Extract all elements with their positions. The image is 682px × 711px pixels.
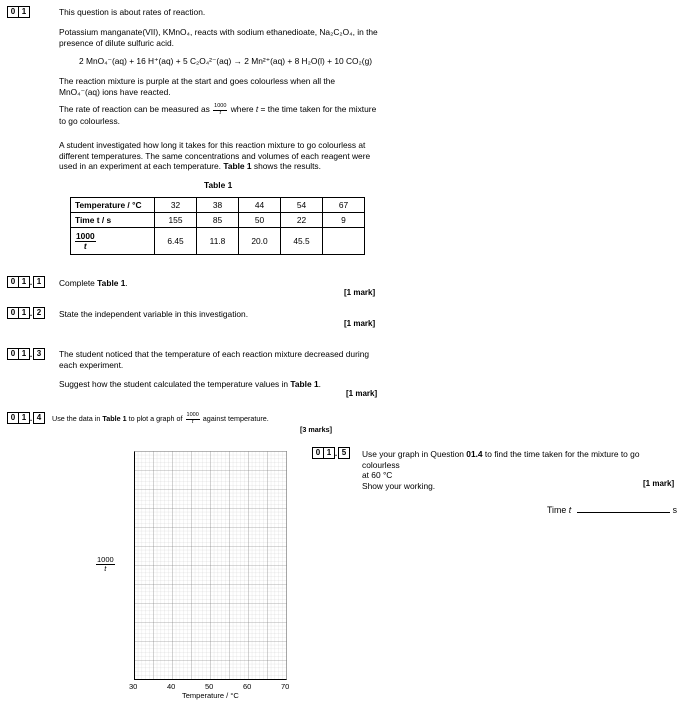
question-number-01-4: 0 1 . 4 (7, 412, 44, 423)
q015-line1-a: Use your graph in Question (362, 449, 464, 459)
q011-text-c: . (125, 278, 128, 288)
x-tick-label: 40 (167, 682, 176, 691)
rate-text-line2: to go colourless. (59, 116, 120, 126)
q01-para2-line2: MnO₄⁻(aq) ions have reacted. (59, 86, 171, 97)
table1-cell: 32 (155, 198, 197, 213)
q015-answer-input[interactable] (577, 504, 670, 513)
table1 (70, 197, 365, 255)
q013-table-ref: Table 1 (290, 379, 319, 389)
x-tick-label: 60 (243, 682, 252, 691)
rate-fraction (213, 104, 227, 116)
q014-frac-den: t (191, 418, 194, 425)
q01-para3-line3-a: used in an experiment at each temperature. (59, 161, 222, 171)
graph-y-label (95, 556, 116, 572)
rate-text-before: The rate of reaction can be measured as (59, 104, 210, 115)
qnum-digit: 5 (338, 447, 350, 459)
q013-text (59, 349, 389, 370)
question-number-01-1: 0 1 . 1 (7, 276, 44, 287)
q014-table-ref: Table 1 (102, 413, 127, 423)
table1-temp-label: Temperature / °C (71, 198, 155, 213)
q01-para2-line1: The reaction mixture is purple at the start and goes colourless when all the (59, 76, 336, 86)
table1-row-rate (71, 228, 365, 255)
q01-para2 (59, 76, 379, 97)
q01-para3-table-ref: Table 1 (223, 161, 252, 171)
qnum-digit: 0 (7, 6, 19, 18)
q013-line3-a: Suggest how the student calculated the temperature values in (59, 379, 289, 389)
q013-line2: each experiment. (59, 359, 124, 370)
q011-text-a: Complete (59, 278, 95, 288)
qnum-digit: 0 (7, 307, 19, 319)
q01-rate-definition (59, 104, 389, 127)
question-number-01 (7, 6, 29, 17)
table1-cell: 6.45 (155, 228, 197, 255)
qnum-digit: 1 (33, 276, 45, 288)
table1-row-time (71, 213, 365, 228)
qnum-digit: 1 (18, 348, 30, 360)
qnum-digit: 1 (18, 276, 30, 288)
q014-text-c: to plot a graph of (128, 413, 183, 423)
q01-para1-line2: presence of dilute sulfuric acid. (59, 37, 174, 48)
q013-line1: The student noticed that the temperature of each reaction mixture decreased during (59, 349, 370, 359)
table1-row-temperature (71, 198, 365, 213)
qnum-digit: 0 (7, 412, 19, 424)
q01-para1 (59, 27, 389, 48)
q015-text (362, 449, 678, 491)
q01-para1-line1: Potassium manganate(VII), KMnO₄, reacts with sodium ethanedioate, Na₂C₂O₄, in the (59, 27, 378, 37)
table1-rate-num: 1000 (76, 230, 95, 241)
question-number-01-2: 0 1 . 2 (7, 307, 44, 318)
graph-y-label-num: 1000 (97, 555, 114, 564)
q013-line3-c: . (318, 379, 321, 389)
table1-caption: Table 1 (204, 180, 233, 190)
table1-time-label: Time t / s (71, 213, 155, 228)
q015-line2: at 60 °C (362, 470, 393, 480)
q015-answer-label-t: t (568, 505, 572, 515)
question-number-01-5: 0 1 . 5 (312, 447, 349, 458)
q015-question-ref: 01.4 (466, 449, 483, 459)
rate-text-t: t (255, 104, 259, 115)
table1-cell: 50 (239, 213, 281, 228)
q01-para3-line2: different temperatures. The same concentrations and volumes of each reagent were (59, 150, 371, 161)
qnum-digit: 1 (18, 307, 30, 319)
q01-para3-line1: A student investigated how long it takes for this reaction mixture to go colourless at (59, 140, 366, 150)
q015-answer-line (547, 504, 677, 516)
q011-marks: [1 mark] (344, 288, 376, 297)
x-tick-label: 30 (129, 682, 138, 691)
table1-rate-den: t (83, 241, 87, 251)
rate-frac-den: t (219, 109, 222, 116)
qnum-digit: 0 (312, 447, 324, 459)
q012-marks: [1 mark] (344, 319, 376, 328)
q014-marks: [3 marks] (300, 425, 332, 434)
table1-cell: 54 (281, 198, 323, 213)
q01-para3-line3-c: shows the results. (253, 161, 321, 171)
rate-text-where: where (230, 104, 254, 115)
q014-frac-num: 1000 (186, 412, 199, 418)
question-number-01-3: 0 1 . 3 (7, 348, 44, 359)
q015-line1-c: to find the time taken for the mixture to go colourless (362, 449, 640, 470)
q015-answer-unit: s (672, 505, 677, 515)
rate-frac-num: 1000 (214, 103, 227, 109)
q011-text (59, 278, 128, 289)
q012-text: State the independent variable in this investigation. (59, 309, 249, 319)
x-tick-label: 70 (281, 682, 290, 691)
table1-cell: 85 (197, 213, 239, 228)
table1-cell: 45.5 (281, 228, 323, 255)
x-tick-label: 50 (205, 682, 214, 691)
q015-line3: Show your working. (362, 480, 436, 491)
qnum-digit: 0 (7, 348, 19, 360)
q015-answer-label: Time (547, 505, 567, 515)
table1-cell: 155 (155, 213, 197, 228)
graph-y-label-den: t (104, 563, 107, 573)
q015-marks: [1 mark] (643, 479, 675, 488)
q011-table-ref: Table 1 (97, 278, 126, 288)
table1-empty-answer-cell[interactable] (323, 228, 365, 255)
q01-intro: This question is about rates of reaction. (59, 7, 206, 17)
q014-text-a: Use the data in (52, 413, 101, 423)
reaction-equation: 2 MnO₄⁻(aq) + 16 H⁺(aq) + 5 C₂O₄²⁻(aq) → 2 Mn²⁺(aq) + 8 H₂O(l) + 10 CO₂(g) (79, 56, 373, 66)
table1-cell: 67 (323, 198, 365, 213)
table1-cell: 9 (323, 213, 365, 228)
graph-paper-grid[interactable] (134, 451, 287, 680)
q014-text (52, 413, 269, 425)
qnum-digit: 2 (33, 307, 45, 319)
q013-marks: [1 mark] (346, 389, 378, 398)
q01-para3 (59, 140, 389, 172)
q014-text-d: against temperature. (202, 413, 269, 423)
qnum-digit: 4 (33, 412, 45, 424)
rate-text-after: = the time taken for the mixture (260, 104, 377, 115)
q014-fraction (186, 413, 200, 425)
table1-cell: 22 (281, 213, 323, 228)
qnum-digit: 3 (33, 348, 45, 360)
table1-cell: 20.0 (239, 228, 281, 255)
table1-cell: 11.8 (197, 228, 239, 255)
qnum-digit: 1 (18, 6, 30, 18)
qnum-digit: 1 (323, 447, 335, 459)
table1-cell: 38 (197, 198, 239, 213)
table1-cell: 44 (239, 198, 281, 213)
q013-instruction (59, 379, 321, 390)
qnum-digit: 0 (7, 276, 19, 288)
table1-rate-label (71, 228, 155, 255)
qnum-digit: 1 (18, 412, 30, 424)
graph-x-title: Temperature / °C (182, 691, 239, 700)
